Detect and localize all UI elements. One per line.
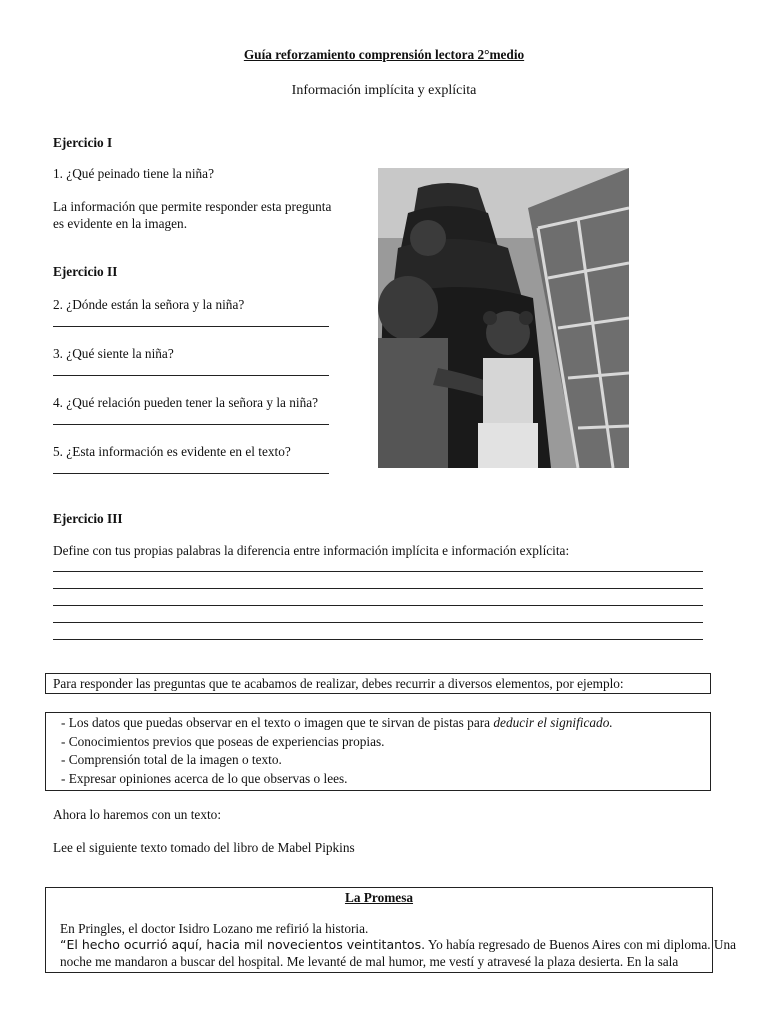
roller-coaster-illustration — [378, 168, 629, 468]
ejercicio-3-prompt: Define con tus propias palabras la diferencia entre información implícita e información explícita: — [53, 543, 570, 558]
page-subtitle: Información implícita y explícita — [291, 83, 477, 98]
ejercicio-1-note-line-2: es evidente en la imagen. — [53, 216, 188, 231]
instructions-text: Para responder las preguntas que te acabamos de realizar, debes recurrir a diversos elementos, por ejemplo: — [53, 676, 624, 691]
source-paragraph: Lee el siguiente texto tomado del libro de Mabel Pipkins — [53, 840, 355, 855]
question-1: 1. ¿Qué peinado tiene la niña? — [53, 166, 214, 181]
ejercicio-1-note-line-1: La información que permite responder esta pregunta — [53, 199, 332, 214]
list-item: - Conocimientos previos que poseas de experiencias propias. — [61, 733, 385, 749]
definition-line-1[interactable] — [53, 571, 703, 572]
elements-box — [45, 712, 711, 791]
definition-line-3[interactable] — [53, 605, 703, 606]
answer-line-4[interactable] — [53, 424, 329, 425]
question-5: 5. ¿Esta información es evidente en el texto? — [53, 444, 291, 459]
list-item: - Comprensión total de la imagen o texto. — [61, 752, 282, 768]
story-line-1: En Pringles, el doctor Isidro Lozano me refirió la historia. — [60, 921, 369, 936]
question-3: 3. ¿Qué siente la niña? — [53, 346, 174, 361]
answer-line-2[interactable] — [53, 326, 329, 327]
story-box — [45, 887, 737, 973]
instructions-box — [45, 673, 711, 694]
definition-line-5[interactable] — [53, 639, 703, 640]
question-2: 2. ¿Dónde están la señora y la niña? — [53, 297, 245, 312]
question-4: 4. ¿Qué relación pueden tener la señora y la niña? — [53, 395, 319, 410]
answer-line-3[interactable] — [53, 375, 329, 376]
story-line-2-rest: Yo había regresado de Buenos Aires con mi diploma. Una — [425, 937, 737, 952]
story-title: La Promesa — [344, 890, 414, 905]
deducir-emphasis: deducir el significado. — [493, 715, 613, 730]
intro-paragraph: Ahora lo haremos con un texto: — [53, 807, 222, 822]
definition-line-4[interactable] — [53, 622, 703, 623]
ejercicio-1-heading: Ejercicio I — [53, 135, 113, 150]
list-item: - Expresar opiniones acerca de lo que observas o lees. — [61, 770, 348, 786]
story-line-3: noche me mandaron a buscar del hospital. Me levanté de mal humor, me vestí y atravesé la plaza desierta. En la sala — [60, 954, 679, 969]
page-title: Guía reforzamiento comprensión lectora 2°medio — [243, 47, 525, 62]
definition-line-2[interactable] — [53, 588, 703, 589]
ejercicio-3-heading: Ejercicio III — [53, 511, 123, 526]
roller-coaster-photo — [378, 168, 629, 468]
story-line-2-quote: “El hecho ocurrió aquí, hacia mil novecientos veintitantos. — [60, 937, 426, 952]
list-item — [61, 715, 710, 732]
story-line-2 — [60, 937, 736, 954]
answer-line-5[interactable] — [53, 473, 329, 474]
list-item-1-text: - Los datos que puedas observar en el texto o imagen que te sirvan de pistas para — [61, 715, 494, 730]
ejercicio-2-heading: Ejercicio II — [53, 264, 118, 279]
